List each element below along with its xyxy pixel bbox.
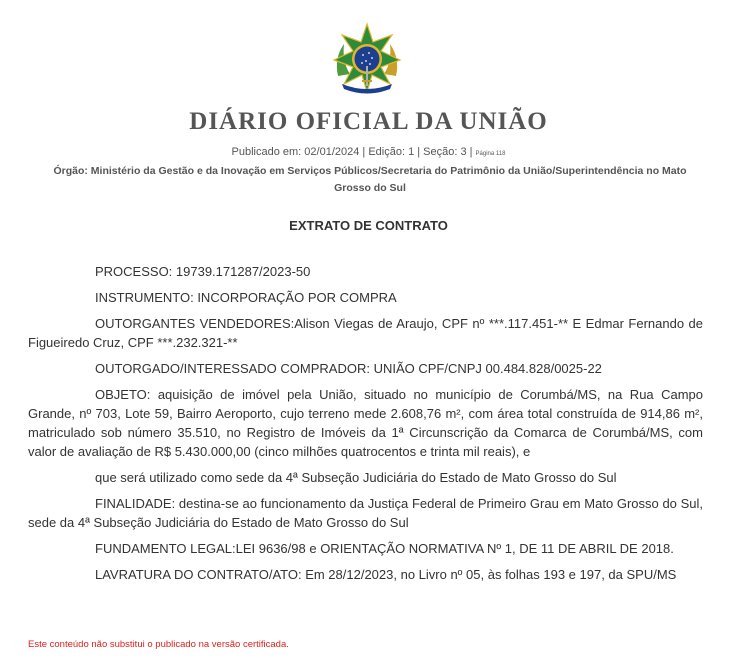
document-body bbox=[28, 262, 703, 591]
certification-disclaimer: Este conteúdo não substitui o publicado na versão certificada. bbox=[28, 639, 289, 650]
paragraph-outorgado: OUTORGADO/INTERESSADO COMPRADOR: UNIÃO CPF/CNPJ 00.484.828/0025-22 bbox=[95, 361, 602, 376]
paragraph-processo: PROCESSO: 19739.171287/2023-50 bbox=[95, 264, 311, 279]
brazil-coat-of-arms-icon bbox=[328, 22, 406, 98]
paragraph-instrumento: INSTRUMENTO: INCORPORAÇÃO POR COMPRA bbox=[95, 290, 397, 305]
journal-title: DIÁRIO OFICIAL DA UNIÃO bbox=[189, 108, 548, 135]
page-number: Página 118 bbox=[475, 151, 506, 157]
document-heading: EXTRATO DE CONTRATO bbox=[289, 218, 448, 233]
paragraph-outorgantes: OUTORGANTES VENDEDORES:Alison Viegas de Araujo, CPF nº ***.117.451-** E Edmar Fernando de Figueiredo Cruz, CPF ***.232.321-** bbox=[28, 316, 703, 350]
paragraph-sede: que será utilizado como sede da 4ª Subseção Judiciária do Estado de Mato Grosso do Sul bbox=[95, 470, 617, 485]
paragraph-lavratura: LAVRATURA DO CONTRATO/ATO: Em 28/12/2023, no Livro nº 05, às folhas 193 e 197, da SPU/MS bbox=[95, 567, 677, 582]
paragraph-objeto: OBJETO: aquisição de imóvel pela União, situado no município de Corumbá/MS, na Rua Campo Grande, nº 703, Lote 59, Bairro Aeroporto, cujo terreno mede 2.608,76 m², com área total construída de 914,86 m², matriculado sob número 35.510, no Registro de Imóveis da 1ª Circunscrição da Comarca de Corumbá/MS, com valor de avaliação de R$ 5.430.000,00 (cinco milhões quatrocentos e trinta mil reais), e bbox=[28, 387, 703, 459]
paragraph-fundamento: FUNDAMENTO LEGAL:LEI 9636/98 e ORIENTAÇÃO NORMATIVA Nº 1, DE 11 DE ABRIL DE 2018. bbox=[95, 541, 674, 556]
publication-info bbox=[0, 146, 737, 158]
publication-date-edition: Publicado em: 02/01/2024 | Edição: 1 | Seção: 3 | bbox=[231, 146, 473, 158]
issuing-agency: Órgão: Ministério da Gestão e da Inovação em Serviços Públicos/Secretaria do Patrimônio da União/Superintendência no Mato Grosso do Sul bbox=[53, 165, 687, 194]
paragraph-finalidade: FINALIDADE: destina-se ao funcionamento da Justiça Federal de Primeiro Grau em Mato Grosso do Sul, sede da 4ª Subseção Judiciária do Estado de Mato Grosso do Sul bbox=[28, 496, 703, 530]
